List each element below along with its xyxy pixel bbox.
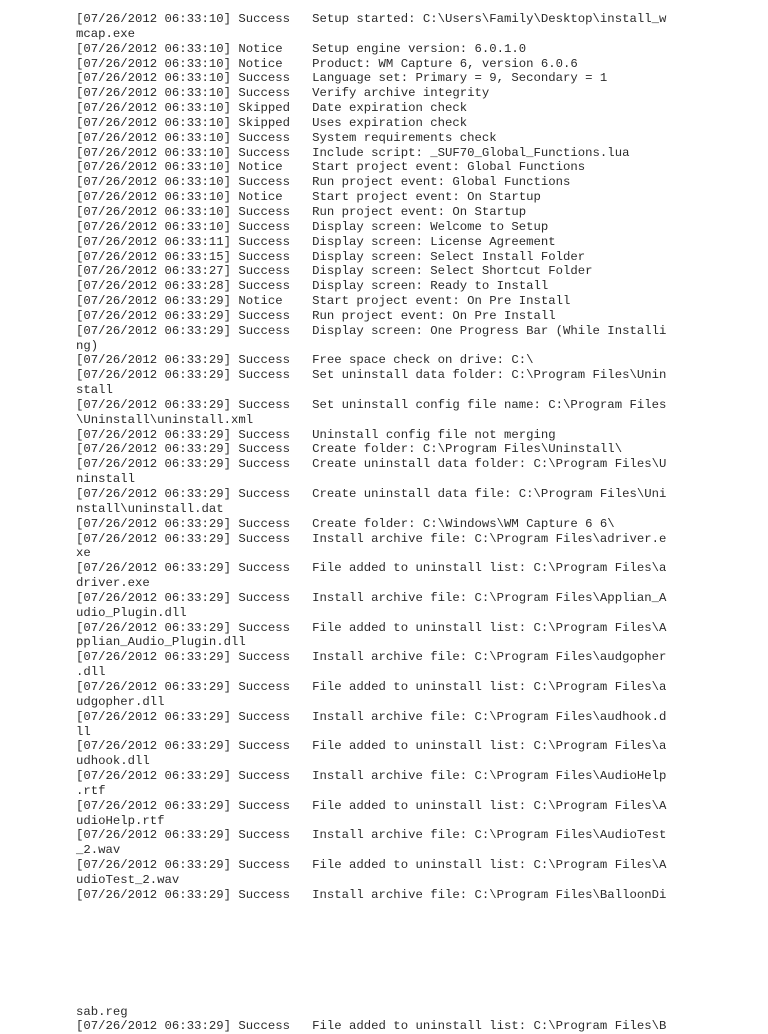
log-line: [07/26/2012 06:33:29] Success Install archive file: C:\Program Files\AudioTest [76,828,667,843]
log-line: [07/26/2012 06:33:10] Success Verify archive integrity [76,86,490,101]
log-line: [07/26/2012 06:33:11] Success Display screen: License Agreement [76,234,556,249]
log-line: [07/26/2012 06:33:29] Notice Start project event: On Pre Install [76,294,571,309]
log-line: [07/26/2012 06:33:29] Success Create folder: C:\Program Files\Uninstall\ [76,442,623,457]
log-line: ll [76,724,91,739]
log-line: [07/26/2012 06:33:10] Skipped Uses expiration check [76,115,468,130]
log-line: [07/26/2012 06:33:29] Success Install archive file: C:\Program Files\audgopher [76,650,667,665]
log-line: [07/26/2012 06:33:29] Success Create folder: C:\Windows\WM Capture 6 6\ [76,516,615,531]
log-line: [07/26/2012 06:33:29] Success Install archive file: C:\Program Files\adriver.e [76,531,667,546]
log-line: [07/26/2012 06:33:10] Notice Setup engine version: 6.0.1.0 [76,41,527,56]
cut-off-log-line-text: [07/26/2012 06:33:29] Success File added to uninstall list: C:\Program Files\B [76,1019,667,1033]
log-line: [07/26/2012 06:33:10] Notice Product: WM Capture 6, version 6.0.6 [76,56,578,71]
log-line: [07/26/2012 06:33:29] Success File added to uninstall list: C:\Program Files\A [76,620,667,635]
log-line: [07/26/2012 06:33:29] Success File added to uninstall list: C:\Program Files\a [76,561,667,576]
log-line: [07/26/2012 06:33:10] Success System requirements check [76,130,497,145]
log-line: [07/26/2012 06:33:10] Skipped Date expiration check [76,101,468,116]
log-line: [07/26/2012 06:33:29] Success Run project event: On Pre Install [76,308,556,323]
log-line: udioHelp.rtf [76,813,165,828]
log-line: [07/26/2012 06:33:10] Notice Start project event: On Startup [76,190,541,205]
log-line: [07/26/2012 06:33:15] Success Display screen: Select Install Folder [76,249,586,264]
log-line: [07/26/2012 06:33:29] Success Uninstall config file not merging [76,427,556,442]
log-line: [07/26/2012 06:33:29] Success Install archive file: C:\Program Files\AudioHelp [76,769,667,784]
log-line: [07/26/2012 06:33:29] Success Create uninstall data folder: C:\Program Files\U [76,457,667,472]
log-line: pplian_Audio_Plugin.dll [76,635,246,650]
log-line: [07/26/2012 06:33:29] Success Free space check on drive: C:\ [76,353,534,368]
log-line: [07/26/2012 06:33:28] Success Display screen: Ready to Install [76,279,549,294]
log-line: driver.exe [76,576,150,591]
install-log [76,12,696,903]
log-line: udhook.dll [76,754,150,769]
log-line: [07/26/2012 06:33:29] Success File added to uninstall list: C:\Program Files\A [76,858,667,873]
log-line: [07/26/2012 06:33:29] Success Set uninstall config file name: C:\Program Files [76,397,667,412]
log-line: ng) [76,338,99,353]
log-line: [07/26/2012 06:33:29] Success File added to uninstall list: C:\Program Files\A [76,798,667,813]
log-line: [07/26/2012 06:33:29] Success Install archive file: C:\Program Files\audhook.d [76,709,667,724]
log-line: [07/26/2012 06:33:29] Success Create uninstall data file: C:\Program Files\Uni [76,487,667,501]
log-line: [07/26/2012 06:33:10] Success Setup started: C:\Users\Family\Desktop\install_w [76,12,667,26]
log-line: mcap.exe [76,26,136,41]
log-line: xe [76,546,91,561]
log-line: [07/26/2012 06:33:29] Success Display screen: One Progress Bar (While Installi [76,323,667,338]
log-line: .rtf [76,783,106,798]
log-line: \Uninstall\uninstall.xml [76,412,254,427]
log-line: [07/26/2012 06:33:29] Success File added to uninstall list: C:\Program Files\a [76,739,667,754]
log-line: .dll [76,665,106,680]
log-line: [07/26/2012 06:33:10] Success Run project event: Global Functions [76,175,571,190]
log-line: [07/26/2012 06:33:10] Success Language set: Primary = 9, Secondary = 1 [76,71,608,86]
log-line: [07/26/2012 06:33:10] Notice Start project event: Global Functions [76,160,586,175]
log-line: ninstall [76,472,136,487]
log-line: udioTest_2.wav [76,872,180,887]
log-line: nstall\uninstall.dat [76,501,224,516]
log-line: [07/26/2012 06:33:29] Success Set uninstall data folder: C:\Program Files\Unin [76,368,667,383]
log-line: [07/26/2012 06:33:10] Success Display screen: Welcome to Setup [76,219,549,234]
log-line: _2.wav [76,843,121,858]
log-line: stall [76,383,113,398]
log-line: [07/26/2012 06:33:29] Success Install archive file: C:\Program Files\BalloonDi [76,887,667,902]
log-line: udio_Plugin.dll [76,605,187,620]
log-line: [07/26/2012 06:33:29] Success Install archive file: C:\Program Files\Applian_A [76,590,667,605]
log-line: udgopher.dll [76,694,165,709]
log-line: [07/26/2012 06:33:29] Success File added to uninstall list: C:\Program Files\a [76,679,667,694]
log-line: [07/26/2012 06:33:27] Success Display screen: Select Shortcut Folder [76,264,593,279]
log-line: [07/26/2012 06:33:10] Success Run project event: On Startup [76,204,527,219]
log-line: [07/26/2012 06:33:10] Success Include script: _SUF70_Global_Functions.lua [76,145,630,160]
page-footer-text: sab.reg [76,1005,128,1019]
cut-off-log-line [76,1019,676,1033]
